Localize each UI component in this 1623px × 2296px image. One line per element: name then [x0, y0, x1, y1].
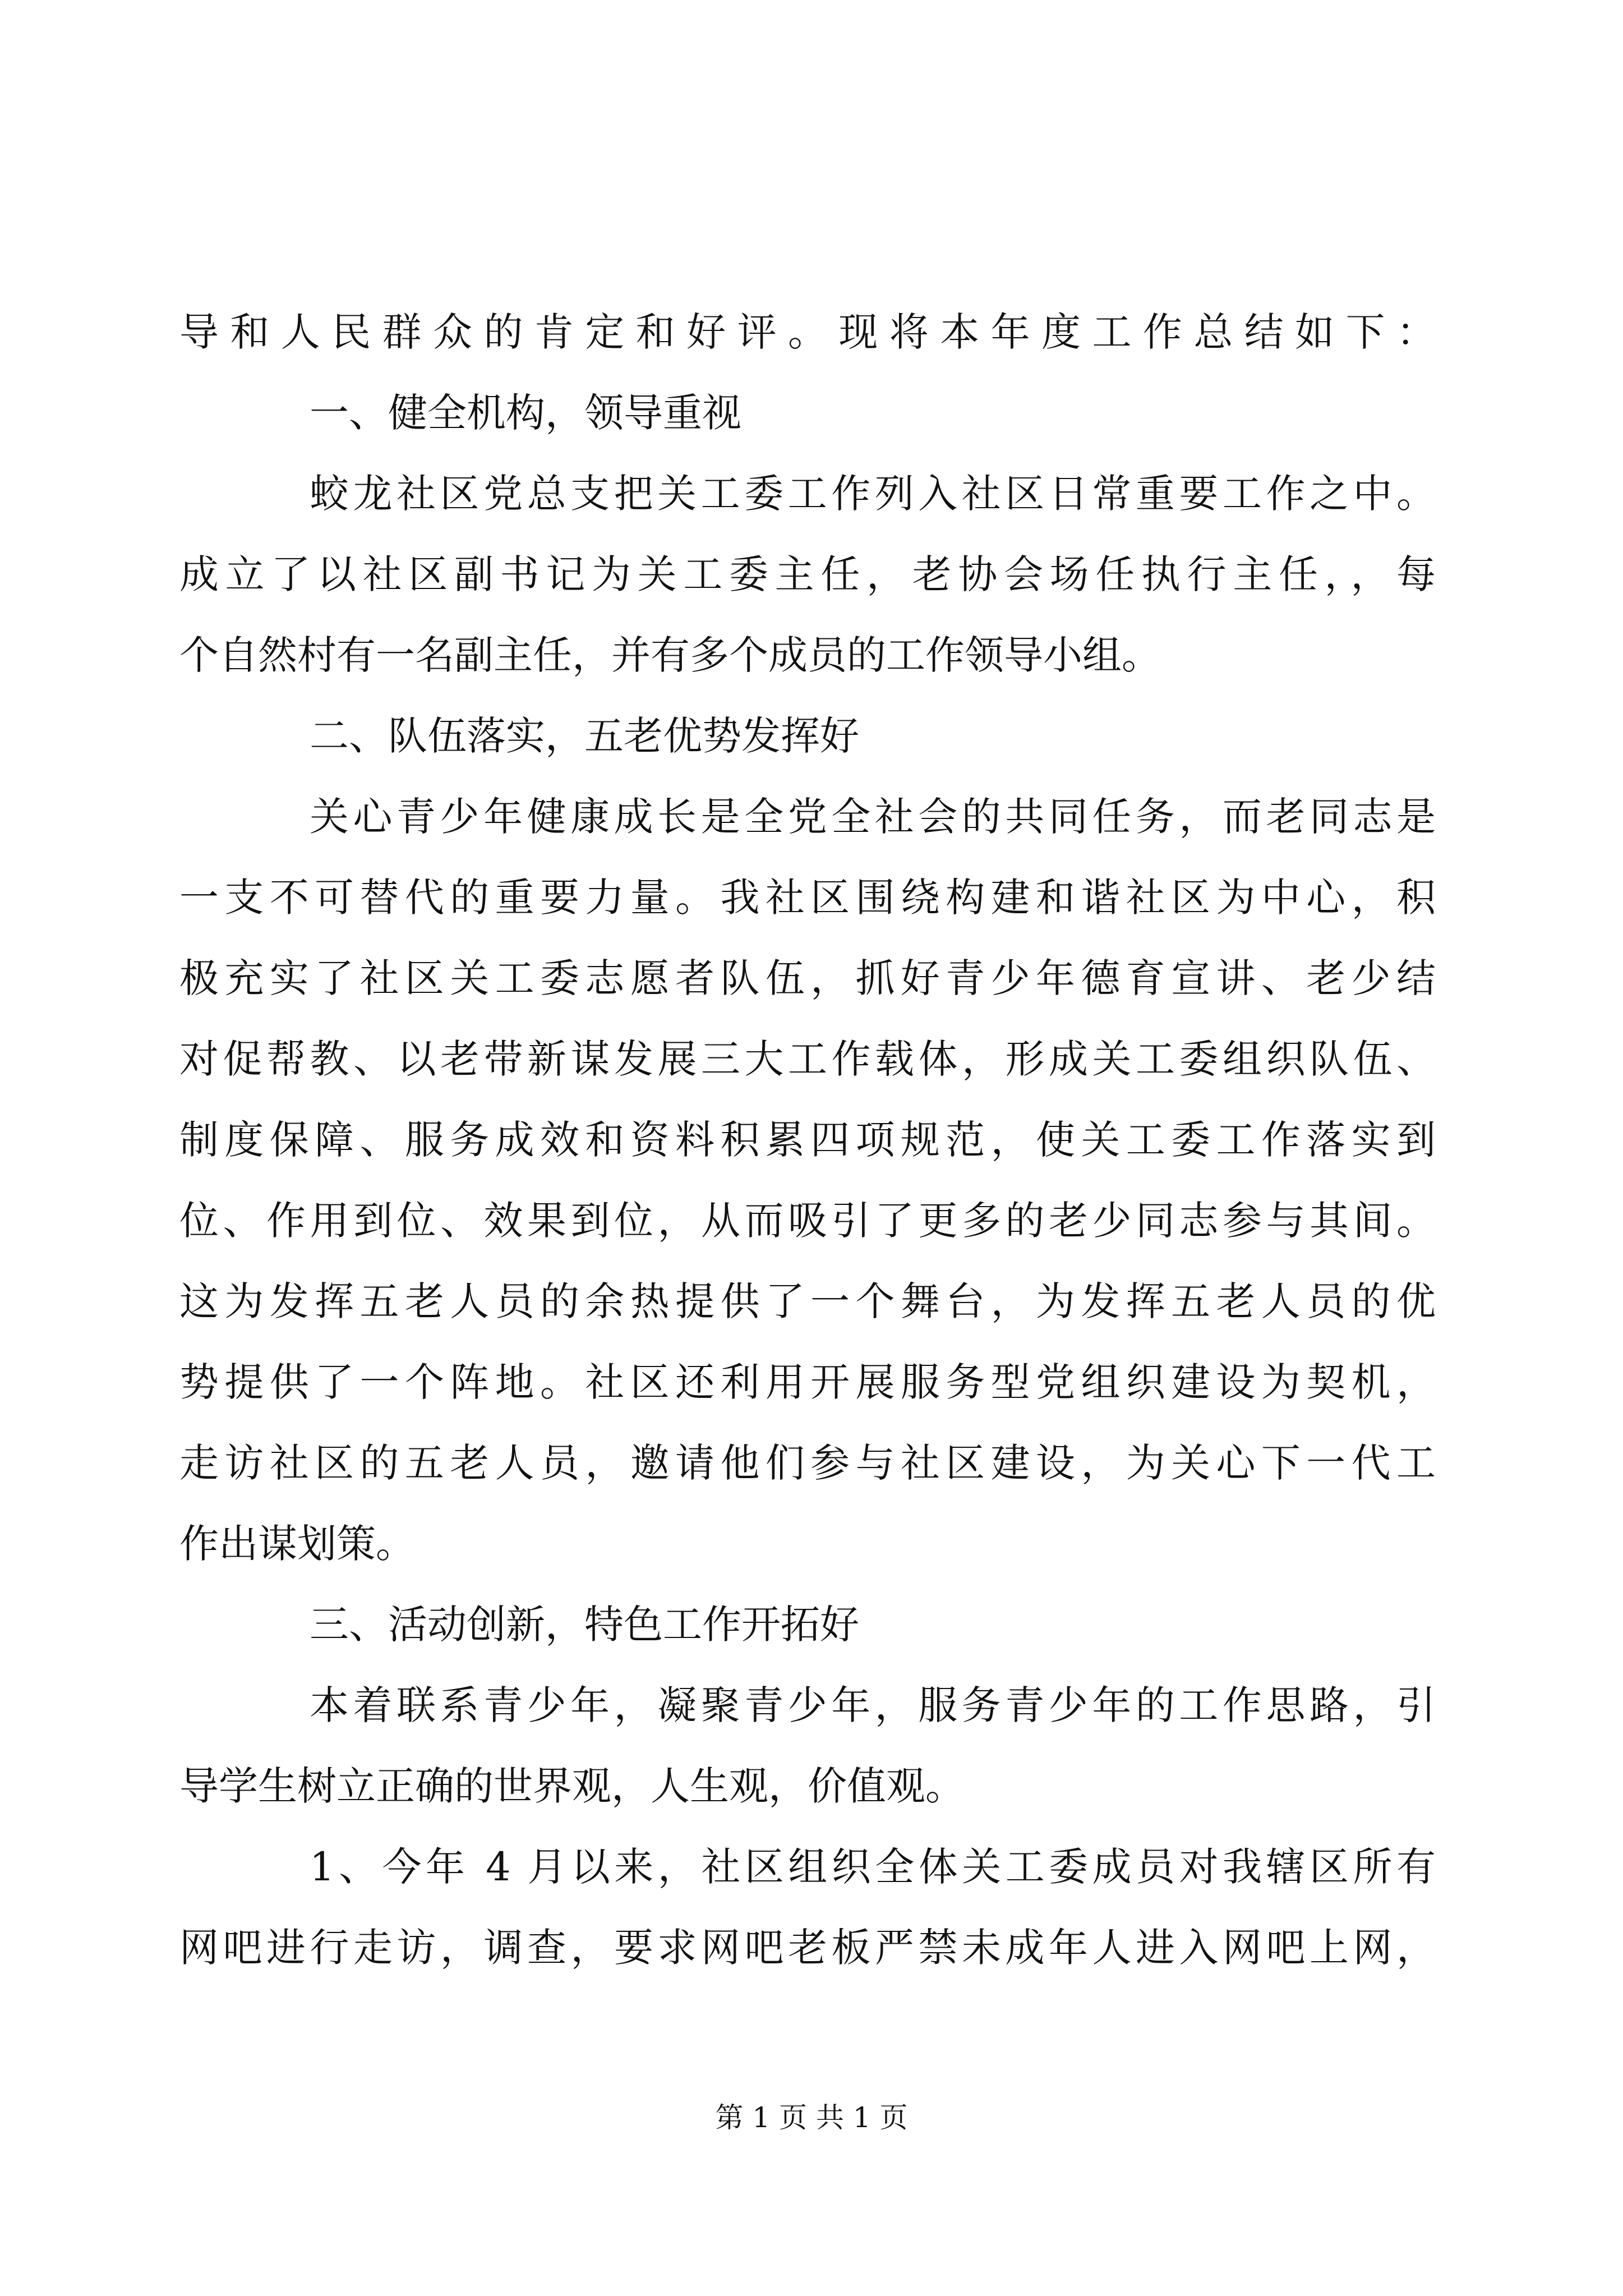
- text-line: 对促帮教、以老带新谋发展三大工作载体，形成关工委组织队伍、: [179, 1036, 1436, 1082]
- text-line: 势提供了一个阵地。社区还利用开展服务型党组织建设为契机，: [179, 1359, 1436, 1405]
- text-line: 本着联系青少年，凝聚青少年，服务青少年的工作思路，引: [310, 1682, 1436, 1728]
- text-line: 走访社区的五老人员，邀请他们参与社区建设，为关心下一代工: [179, 1440, 1436, 1486]
- text-line: 个自然村有一名副主任，并有多个成员的工作领导小组。: [179, 632, 1161, 678]
- text-line: 1、今年 4 月以来，社区组织全体关工委成员对我辖区所有: [310, 1844, 1436, 1890]
- section-heading: 二、队伍落实，五老优势发挥好: [310, 713, 859, 759]
- section-heading: 三、活动创新，特色工作开拓好: [310, 1602, 859, 1648]
- text-line: 制度保障、服务成效和资料积累四项规范，使关工委工作落实到: [179, 1117, 1436, 1163]
- text-line: 导学生树立正确的世界观，人生观，价值观。: [179, 1763, 965, 1809]
- text-line: 蛟龙社区党总支把关工委工作列入社区日常重要工作之中。: [310, 471, 1436, 517]
- text-line: 作出谋划策。: [179, 1521, 415, 1567]
- page-footer: 第 1 页 共 1 页: [715, 2101, 908, 2134]
- text-line: 位、作用到位、效果到位，从而吸引了更多的老少同志参与其间。: [179, 1198, 1436, 1244]
- text-line: 极充实了社区关工委志愿者队伍，抓好青少年德育宣讲、老少结: [179, 955, 1436, 1001]
- section-heading: 一、健全机构，领导重视: [310, 390, 741, 436]
- text-line: 关心青少年健康成长是全党全社会的共同任务，而老同志是: [310, 794, 1436, 840]
- text-line: 网吧进行走访，调查，要求网吧老板严禁未成年人进入网吧上网，: [179, 1925, 1436, 1971]
- text-line: 一支不可替代的重要力量。我社区围绕构建和谐社区为中心，积: [179, 875, 1436, 921]
- text-line: 这为发挥五老人员的余热提供了一个舞台，为发挥五老人员的优: [179, 1278, 1436, 1324]
- document-body: [179, 292, 1436, 1988]
- text-line: 导和人民群众的肯定和好评。现将本年度工作总结如下：: [179, 309, 1436, 355]
- text-line: 成立了以社区副书记为关工委主任，老协会场任执行主任，，每: [179, 551, 1436, 597]
